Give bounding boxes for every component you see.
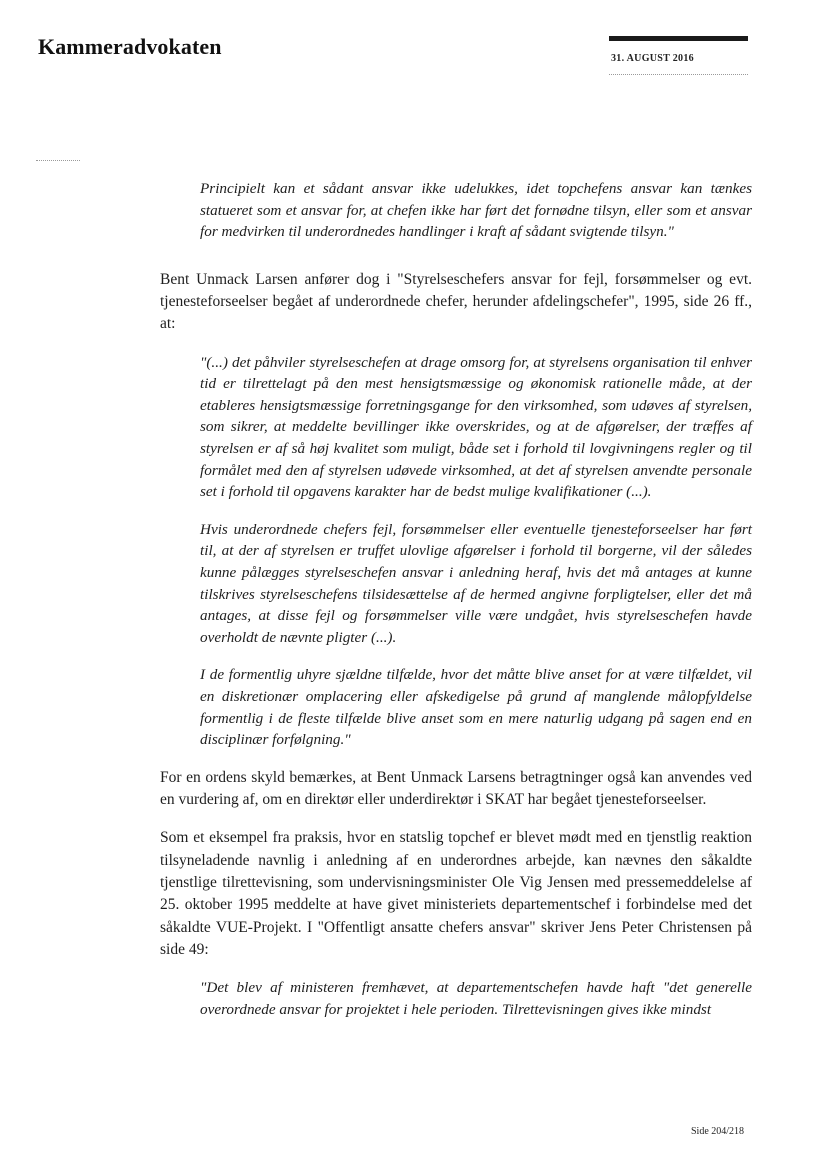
quote-paragraph: Principielt kan et sådant ansvar ikke udelukkes, idet topchefens ansvar kan tænkes statueret som et ansvar for, at chefen ikke har ført det fornødne tilsyn, eller som et ansvar for medvirken til underordnedes handlinger i kraft af sådant svigtende tilsyn." bbox=[200, 180, 752, 241]
page-number: Side 204/218 bbox=[691, 1126, 745, 1137]
quote-paragraph: "(...) det påhviler styrelseschefen at drage omsorg for, at styrelsens organisation til enhver tid er tilrettelagt på den mest hensigtsmæssige og økonomisk rationelle måde, at der etableres hensigtsmæssige forretningsgange for den virksomhed, som udøves af styrelsen, som sikrer, at meddelte bevillinger ikke overskrides, og at de afgørelser, der træffes af styrelsen er af så høj kvalitet som muligt, både set i forhold til lovgivningens regler og til formålet med den af styrelsen udøvede virksomhed, at det af styrelsen anvendte personale set i forhold til opgavens karakter har de bedst mulige kvalifikationer (...). bbox=[200, 353, 752, 501]
quote-paragraph: I de formentlig uhyre sjældne tilfælde, hvor det måtte blive anset for at være tilfældet, vil en diskretionær omplacering eller afskedigelse på grund af manglende målopfyldelse formentlig i de fleste tilfælde blive anset som en mere naturlig udgang på sagen end en disciplinær forfølgning." bbox=[200, 666, 752, 749]
document-body bbox=[160, 178, 752, 1036]
quote-paragraph: Hvis underordnede chefers fejl, forsømmelser eller eventuelle tjenesteforseelser har ført til, at der af styrelsen er truffet ulovlige afgørelser i forhold til borgerne, vil der således kunne pålægges styrelseschefen ansvar i anledning heraf, hvis det må antages at kunne tilskrives styrelseschefens tilsidesættelse af de hermed angivne forpligtelser, eller det må antages, at disse fejl og forsømmelser ville være undgået, hvis styrelseschefen havde overholdt de nævnte pligter (...). bbox=[200, 520, 752, 646]
date-divider bbox=[609, 74, 748, 75]
body-paragraph: Bent Unmack Larsen anfører dog i "Styrelseschefers ansvar for fejl, forsømmelser og evt. tjenesteforseelser begået af underordnede chefer, herunder afdelingschefer", 1995, side 26 ff., at: bbox=[160, 270, 752, 333]
header-bar bbox=[609, 36, 748, 41]
firm-name: Kammeradvokaten bbox=[38, 34, 222, 59]
quote-paragraph: "Det blev af ministeren fremhævet, at departementschefen havde haft "det generelle overordnede ansvar for projektet i hele perioden. Tilrettevisningen gives ikke mindst bbox=[200, 979, 752, 1018]
body-paragraph: Som et eksempel fra praksis, hvor en statslig topchef er blevet mødt med en tjenstlig reaktion tilsyneladende navnlig i anledning af en underordnes arbejde, kan nævnes den såkaldte tjenstlige tilrettevisning, som undervisningsminister Ole Vig Jensen med pressemeddelelse af 25. oktober 1995 meddelte at have givet ministeriets departementschef i forbindelse med det såkaldte VUE-Projekt. I "Offentligt ansatte chefers ansvar" skriver Jens Peter Christensen på side 49: bbox=[160, 829, 752, 958]
body-paragraph: For en ordens skyld bemærkes, at Bent Unmack Larsens betragtninger også kan anvendes ved en vurdering af, om en direktør eller underdirektør i SKAT har begået tjenesteforseelser. bbox=[160, 768, 752, 809]
margin-divider bbox=[36, 160, 80, 161]
document-date: 31. AUGUST 2016 bbox=[611, 53, 694, 64]
